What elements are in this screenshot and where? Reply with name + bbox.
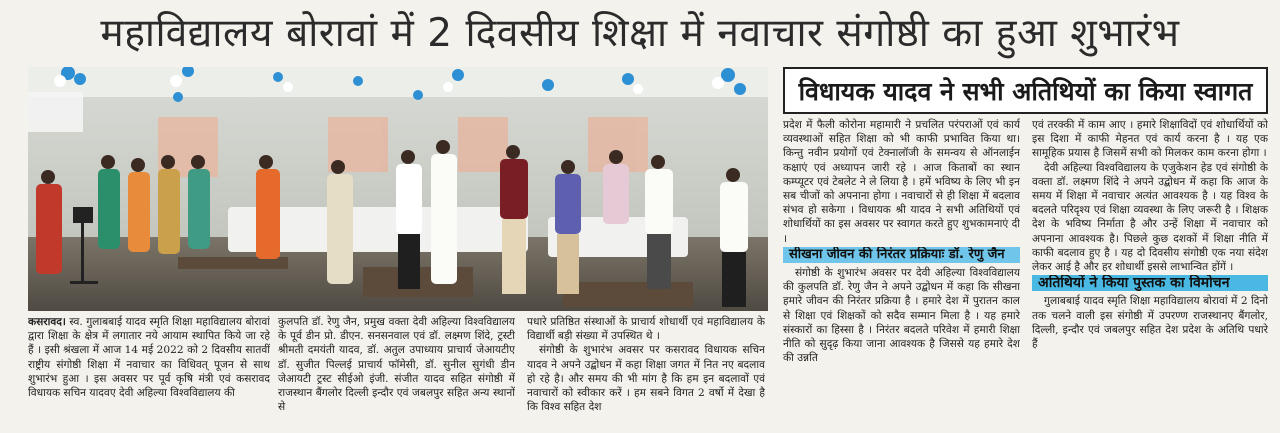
subheadline: विधायक यादव ने सभी अतिथियों का किया स्वागत — [783, 67, 1268, 114]
event-photo-illustration — [28, 67, 768, 311]
column1-text: स्व. गुलाबबाई यादव स्मृति शिक्षा महाविद्यालय बोरावां द्वारा शिक्षा के क्षेत्र में लगातार नये आयाम स्थापित किये जा रहे हैं । इसी श्रंखला में आज 14 मई 2022 को 2 दिवसीय सातवीं राष्ट्रीय संगोष्ठी शिक्षा में नवाचार का विधिवत् पूजन से साथ शुभारंभ हुआ । इस अवसर पर पूर्व कृषि मंत्री एवं कसरावद विधायक सचिन यादवए देवी अहिल्या विश्वविद्यालय की — [28, 316, 270, 400]
article-column-5 — [1032, 118, 1268, 433]
column4-text-1: प्रदेश में फैली कोरोना महामारी ने प्रचलित परंपराओं एवं कार्य व्यवस्थाओं सहित शिक्षा को भी काफी प्रभावित किया था। किन्तु नवीन प्रयोगों एवं टेक्नालॉजी के समन्वय से ऑनलाईन कक्षाएं एवं अध्यापन जारी रहे । आज किताबों का स्थान कम्प्यूटर एवं टेबलेट ने ले लिया है । हमें भविष्य के लिए भी इन सब चीजों को अपनाना होगा । नवाचारों से ही शिक्षा में बदलाव संभव हो सकेगा । विधायक श्री यादव ने सभी अतिथियों एवं शोधार्थियों का इस अवसर पर स्वागत करते हुए शुभकामनाएं दी । — [783, 119, 1020, 245]
placeline: कसरावद। — [28, 316, 66, 328]
article-column-2 — [278, 315, 515, 433]
column5-text-2: देवी अहिल्या विश्वविद्यालय के एजुकेशन हेड एवं संगोष्ठी के वक्ता डॉ. लक्ष्मण शिंदे ने अपने उद्बोधन में कहा कि आज के समय में शिक्षा में नवाचार अत्यंत आवश्यक है । यह विश्व के बदलते परिदृश्य एवं शिक्षा व्यवस्था के लिए जरूरी है । शिक्षक देश के भविष्य निर्माता है और उन्हें शिक्षा में नवाचार को अपनाना आवश्यक है। पिछले कुछ दशकों में शिक्षा नीति में काफी बदलाव हुए है । यह दो दिवसीय संगोष्ठी एक नया संदेश लेकर आई है और हर शोधार्थी इससे लाभान्वित होंगें । — [1032, 161, 1268, 274]
section-heading-learning: सीखना जीवन की निरंतर प्रक्रियाः डॉ. रेणु जैन — [783, 247, 1020, 263]
column3-text-2: संगोष्ठी के शुभारंभ अवसर पर कसरावद विधायक सचिन यादव ने अपने उद्बोधन में कहा शिक्षा जगत में नित नए बदलाव हो रहे है। और समय की भी मांग है कि हम इन बदलावों एवं नवाचारों को स्वीकार करें । हम सबने विगत 2 वर्षो में देखा है कि विश्व सहित देश — [527, 344, 765, 414]
article-column-1 — [28, 315, 270, 433]
column2-text: कुलपति डॉ. रेणु जैन, प्रमुख वक्ता देवी अहिल्या विश्वविद्यालय के पूर्व डीन प्रो. डीएन. सनसनवाल एवं डॉ. लक्ष्मण शिंदे, ट्रस्टी श्रीमती दमयंती यादव, डॉ. अतुल उपाध्याय प्राचार्य जेआयटीए डॉ. सुजीत पिल्लई प्राचार्य फॉमेसी, डॉ. सुनील सुगंधी डीन जेआयटी ट्रस्ट सीईओ इंजी. संजीत यादव सहित संगोष्ठी में राजस्थान बैंगलोर दिल्ली इन्दौर एवं जबलपुर सहित अन्य स्थानों से — [278, 316, 515, 414]
column3-text-1: पधारे प्रतिष्ठित संस्थाओं के प्राचार्य शोधार्थी एवं महाविद्यालय के विद्यार्थी बड़ी संख्या में उपस्थित थे । — [527, 316, 765, 343]
article-column-3 — [527, 315, 765, 433]
headline: महाविद्यालय बोरावां में 2 दिवसीय शिक्षा में नवाचार संगोष्ठी का हुआ शुभारंभ — [100, 10, 1180, 56]
event-photo — [28, 67, 768, 311]
column4-text-2: संगोष्ठी के शुभारंभ अवसर पर देवी अहिल्या विश्वविद्यालय की कुलपति डॉ. रेणु जैन ने अपने उद्बोधन में कहा कि सीखना हमारे जीवन की निरंतर प्रक्रिया है । हमारे देश में पुरातन काल से शिक्षा एवं शिक्षकों को सदैव सम्मान मिला है । यह हमारे संस्कारों का हिस्सा है । निरंतर बदलते परिवेश में हमारी शिक्षा नीति को सुदृढ़ किया जाना आवश्यक है जिससे यह हमारे देश की उन्नति — [783, 267, 1020, 365]
column5-text-3: गुलाबबाई यादव स्मृति शिक्षा महाविद्यालय बोरावां में 2 दिनो तक चलने वाली इस संगोष्ठी में उपरण्ण राजस्थानए बैंगलोर, दिल्ली, इन्दौर एवं जबलपुर सहित देश प्रदेश के अतिथि पधारे हैं — [1032, 295, 1268, 351]
section-heading-book-launch: अतिथियों ने किया पुस्तक का विमोचन — [1032, 275, 1268, 291]
column5-text-1: एवं तरक्की में काम आए । हमारे शिक्षाविदों एवं शोधार्थियों को इस दिशा में काफी मेहनत एवं कार्य करना है । यह एक सामूहिक प्रयास है जिसमें सभी को मिलकर काम करना होगा । — [1032, 119, 1268, 160]
article-column-4 — [783, 118, 1020, 433]
